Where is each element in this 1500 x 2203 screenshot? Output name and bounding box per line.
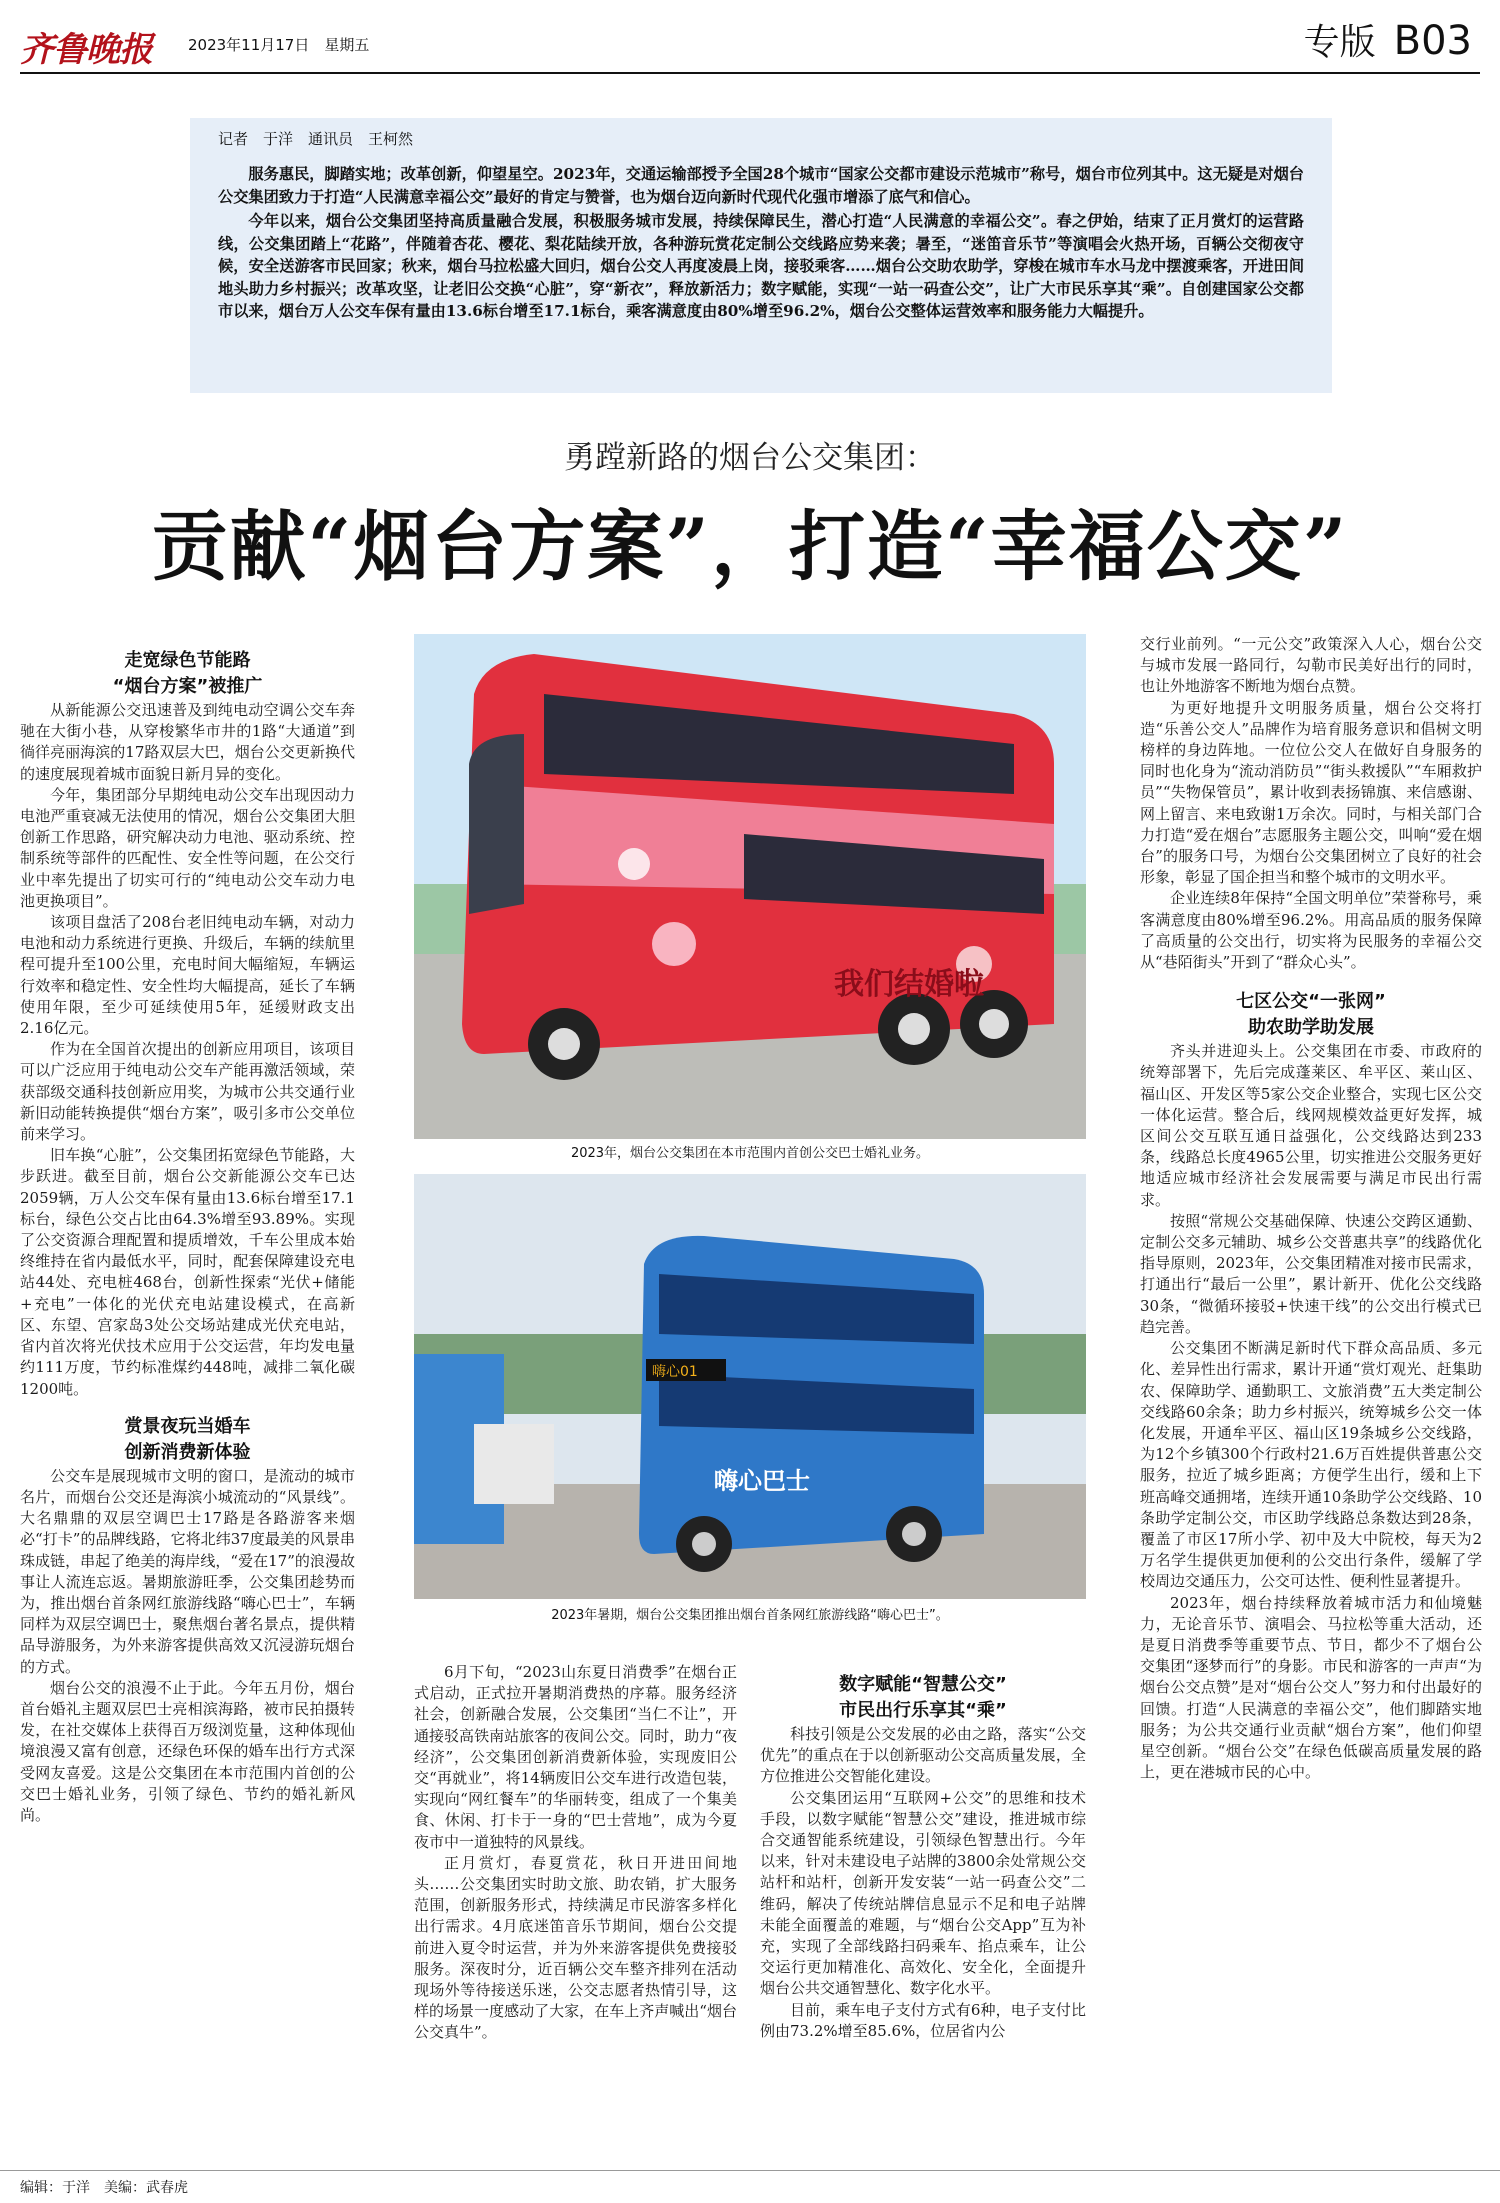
paragraph: 按照“常规公交基础保障、快速公交跨区通勤、定制公交多元辅助、城乡公交普惠共享”的线路优化指导原则，2023年，公交集团精准对接市民需求，打通出行“最后一公里”，累计新开、优化公交线路30条，“微循环接驳+快速干线”的公交出行模式已趋完善。 bbox=[1140, 1211, 1482, 1336]
tour-bus-illustration bbox=[414, 1174, 1086, 1599]
paragraph: 正月赏灯，春夏赏花，秋日开进田间地头……公交集团实时助文旅、助农销，扩大服务范围，创新服务形式，持续满足市民游客多样化出行需求。4月底迷笛音乐节期间，烟台公交提前进入夏令时运营，并为外来游客提供免费接驳服务。深夜时分，近百辆公交车整齐排列在活动现场外等待接送乐迷，公交志愿者热情引导，这样的场景一度感动了大家，在车上齐声喊出“烟台公交真牛”。 bbox=[414, 1853, 737, 2042]
page-footer bbox=[0, 2170, 1500, 2197]
section-label bbox=[1304, 14, 1472, 65]
lead-paragraph-2: 今年以来，烟台公交集团坚持高质量融合发展，积极服务城市发展，持续保障民生，潜心打造“人民满意的幸福公交”。春之伊始，结束了正月赏灯的运营路线，公交集团踏上“花路”，伴随着杏花、樱花、梨花陆续开放，各种游玩赏花定制公交线路应势来袭；暑至，“迷笛音乐节”等演唱会火热开场，百辆公交彻夜守候，安全送游客市民回家；秋来，烟台马拉松盛大回归，烟台公交人再度凌晨上岗，接驳乘客……烟台公交助农助学，穿梭在城市车水马龙中摆渡乘客，开进田间地头助力乡村振兴；改革攻坚，让老旧公交换“心脏”，穿“新衣”，释放新活力；数字赋能，实现“一站一码查公交”，让广大市民乐享其“乘”。自创建国家公交都市以来，烟台万人公交车保有量由13.6标台增至17.1标台，乘客满意度由80%增至96.2%，烟台公交整体运营效率和服务能力大幅提升。 bbox=[218, 212, 1304, 320]
editor-credit: 编辑：于洋 美编：武春虎 bbox=[20, 2180, 188, 2196]
wedding-bus-photo bbox=[414, 634, 1086, 1139]
newspaper-logo: 齐鲁晚报 bbox=[20, 30, 152, 70]
subhead-night-2: 创新消费新体验 bbox=[124, 1441, 251, 1463]
subhead-green-2: “烟台方案”被推广 bbox=[112, 676, 263, 697]
paragraph: 交行业前列。“一元公交”政策深入人心，烟台公交与城市发展一路同行，勾勒市民美好出行的同时，也让外地游客不断地为烟台点赞。 bbox=[1140, 635, 1482, 696]
lead-paragraph-1: 服务惠民，脚踏实地；改革创新，仰望星空。2023年，交通运输部授予全国28个城市“国家公交都市建设示范城市”称号，烟台市位列其中。这无疑是对烟台公交集团致力于打造“人民满意幸福公交”最好的肯定与赞誉，也为烟台迈向新时代现代化强市增添了底气和信心。 bbox=[218, 165, 1304, 206]
bus-name: 嗨心巴士 bbox=[714, 1467, 810, 1495]
section-name: 专版 bbox=[1303, 22, 1376, 63]
paragraph: 该项目盘活了208台老旧纯电动车辆，对动力电池和动力系统进行更换、升级后，车辆的续航里程可提升至100公里，充电时间大幅缩短，车辆运行效率和稳定性、安全性均大幅提高，延长了车辆使用年限，至少可延续使用5年，延缓财政支出2.16亿元。 bbox=[20, 913, 355, 1038]
paragraph: 6月下旬，“2023山东夏日消费季”在烟台正式启动，正式拉开暑期消费热的序幕。服务经济社会，创新融合发展，公交集团“当仁不让”，开通接驳高铁南站旅客的夜间公交。同时，助力“夜经济”，公交集团创新消费新体验，实现废旧公交“再就业”，将14辆废旧公交车进行改造包装，实现向“网红餐车”的华丽转变，组成了一个集美食、休闲、打卡于一身的“巴士营地”，成为今夏夜市中一道独特的风景线。 bbox=[414, 1663, 737, 1851]
paragraph: 公交集团不断满足新时代下群众高品质、多元化、差异性出行需求，累计开通“赏灯观光、赶集助农、保障助学、通勤职工、文旅消费”五大类定制公交线路60余条；助力乡村振兴，统筹城乡公交一体化发展，开通牟平区、福山区19条城乡公交线路，为12个乡镇300个行政村21.6万百姓提供普惠公交服务，拉近了城乡距离；方便学生出行，缓和上下班高峰交通拥堵，连续开通10条助学公交线路、10条助学定制公交，市区助学线路总条数达到28条，覆盖了市区17所小学、初中及大中院校，每天为2万名学生提供更加便利的公交出行条件，缓解了学校周边交通压力，公交可达性、便利性显著提升。 bbox=[1140, 1339, 1482, 1591]
lead-box bbox=[190, 118, 1332, 393]
page-number: B03 bbox=[1393, 18, 1472, 64]
paragraph: 齐头并进迎头上。公交集团在市委、市政府的统筹部署下，先后完成蓬莱区、牟平区、莱山区、福山区、开发区等5家公交企业整合，实现七区公交一体化运营。整合后，线网规模效益更好发挥，城区间公交互联互通日益强化，公交线路达到233条，线路总长度4965公里，切实推进公交服务更好地适应城市经济社会发展需要与满足市民出行需求。 bbox=[1140, 1042, 1482, 1209]
article-column-3 bbox=[760, 1672, 1086, 2042]
subhead-digital-1: 数字赋能“智慧公交” bbox=[839, 1674, 1007, 1695]
tour-bus-photo bbox=[414, 1174, 1086, 1599]
article-column-1 bbox=[20, 648, 355, 1826]
paragraph: 企业连续8年保持“全国文明单位”荣誉称号，乘客满意度由80%增至96.2%。用高品质的服务保障了高质量的公交出行，切实将为民服务的幸福公交从“巷陌街头”开到了“群众心头”。 bbox=[1140, 889, 1482, 972]
subhead-digital-2: 市民出行乐享其“乘” bbox=[839, 1700, 1007, 1721]
subhead-network-1: 七区公交“一张网” bbox=[1236, 991, 1386, 1013]
bus-slogan: 我们结婚啦 bbox=[834, 967, 984, 1002]
paragraph: 公交集团运用“互联网+公交”的思维和技术手段，以数字赋能“智慧公交”建设，推进城市综合交通智能系统建设，引领绿色智慧出行。今年以来，针对未建设电子站牌的3800余处常规公交站杆和站杆，创新开发安装“一站一码查公交”二维码，解决了传统站牌信息显示不足和电子站牌未能全面覆盖的难题，与“烟台公交App”互为补充，实现了全部线路扫码乘车、掐点乘车，让公交运行更加精准化、高效化、安全化，全面提升烟台公共交通智慧化、数字化水平。 bbox=[760, 1788, 1086, 1998]
issue-date: 2023年11月17日 星期五 bbox=[188, 36, 370, 54]
paragraph: 作为在全国首次提出的创新应用项目，该项目可以广泛应用于纯电动公交车产能再激活领域，荣获部级交通科技创新应用奖，为城市公共交通行业新旧动能转换提供“烟台方案”，吸引多市公交单位前来学习。 bbox=[20, 1040, 355, 1144]
article-column-4 bbox=[1140, 634, 1482, 1783]
wedding-bus-illustration bbox=[414, 634, 1086, 1139]
subhead-network-2: 助农助学助发展 bbox=[1248, 1017, 1374, 1039]
article-column-2 bbox=[414, 1662, 737, 2044]
paragraph: 公交车是展现城市文明的窗口，是流动的城市名片，而烟台公交还是海滨小城流动的“风景线”。大名鼎鼎的双层空调巴士17路是各路游客来烟必“打卡”的品牌线路，它将北纬37度最美的风景串珠成链，串起了绝美的海岸线，“爱在17”的浪漫故事让人流连忘返。暑期旅游旺季，公交集团趁势而为，推出烟台首条网红旅游线路“嗨心巴士”，车辆同样为双层空调巴士，聚焦烟台著名景点，提供精品导游服务，为外来游客提供高效又沉浸游玩烟台的方式。 bbox=[20, 1466, 355, 1676]
paragraph: 科技引领是公交发展的必由之路，落实“公交优先”的重点在于以创新驱动公交高质量发展，全方位推进公交智能化建设。 bbox=[760, 1725, 1086, 1786]
subhead-green-1: 走宽绿色节能路 bbox=[124, 650, 251, 671]
paragraph: 旧车换“心脏”，公交集团拓宽绿色节能路，大步跃进。截至目前，烟台公交新能源公交车已达2059辆，万人公交车保有量由13.6标台增至17.1标台，绿色公交占比由64.3%增至93.89%。实现了公交资源合理配置和提质增效，千车公里成本始终维持在省内最低水平，同时，配套保障建设充电站44处、充电桩468台，创新性探索“光伏+储能+充电”一体化的光伏充电站建设模式，在高新区、东望、宫家岛3处公交场站建成光伏充电站，省内首次将光伏技术应用于公交运营，年均发电量约111万度，节约标准煤约448吨，减排二氧化碳1200吨。 bbox=[20, 1146, 355, 1398]
paragraph: 从新能源公交迅速普及到纯电动空调公交车奔驰在大街小巷，从穿梭繁华市井的1路“大通道”到徜徉亮丽海滨的17路双层大巴，烟台公交更新换代的速度展现着城市面貌日新月异的变化。 bbox=[20, 701, 355, 783]
paragraph: 烟台公交的浪漫不止于此。今年五月份，烟台首台婚礼主题双层巴士亮相滨海路，被市民拍摄转发，在社交媒体上获得百万级浏览量，这种体现仙境浪漫又富有创意，还绿色环保的婚车出行方式深受网友喜爱。这是公交集团在本市范围内首创的公交巴士婚礼业务，引领了绿色、节约的婚礼新风尚。 bbox=[20, 1678, 355, 1824]
paragraph: 2023年，烟台持续释放着城市活力和仙境魅力，无论音乐节、演唱会、马拉松等重大活动，还是夏日消费季等重要节点、节日，都少不了烟台公交集团“逐梦而行”的身影。市民和游客的一声声“为烟台公交点赞”是对“烟台公交人”努力和付出最好的回馈。打造“人民满意的幸福公交”，他们脚踏实地服务；为公共交通行业贡献“烟台方案”，他们仰望星空创新。“烟台公交”在绿色低碳高质量发展的路上，更在港城市民的心中。 bbox=[1140, 1593, 1482, 1782]
photo-caption-1: 2023年，烟台公交集团在本市范围内首创公交巴士婚礼业务。 bbox=[570, 1146, 930, 1161]
byline: 记者 于洋 通讯员 王柯然 bbox=[218, 130, 414, 148]
photo-caption-2: 2023年暑期，烟台公交集团推出烟台首条网红旅游线路“嗨心巴士”。 bbox=[551, 1608, 949, 1623]
paragraph: 今年，集团部分早期纯电动公交车出现因动力电池严重衰减无法使用的情况，烟台公交集团大胆创新工作思路，研究解决动力电池、驱动系统、控制系统等部件的匹配性、安全性等问题，在公交行业中率先提出了切实可行的“纯电动公交车动力电池更换项目”。 bbox=[20, 785, 355, 910]
main-headline: 贡献“烟台方案”，打造“幸福公交” bbox=[151, 502, 1349, 591]
masthead bbox=[20, 14, 1480, 74]
svg-text:嗨心01: 嗨心01 bbox=[652, 1364, 698, 1380]
paragraph: 为更好地提升文明服务质量，烟台公交将打造“乐善公交人”品牌作为培育服务意识和倡树文明榜样的身边阵地。一位位公交人在做好自身服务的同时也化身为“流动消防员”“街头救援队”“车厢救护员”“失物保管员”，累计收到表扬锦旗、来信感谢、网上留言、来电致谢1万余次。同时，与相关部门合力打造“爱在烟台”志愿服务主题公交，叫响“爱在烟台”的服务口号，为烟台公交集团树立了良好的社会形象，彰显了国企担当和整个城市的文明水平。 bbox=[1140, 698, 1482, 887]
kicker-headline: 勇蹚新路的烟台公交集团： bbox=[564, 440, 936, 476]
paragraph: 目前，乘车电子支付方式有6种，电子支付比例由73.2%增至85.6%，位居省内公 bbox=[760, 2000, 1086, 2040]
subhead-night-1: 赏景夜玩当婚车 bbox=[124, 1415, 251, 1437]
